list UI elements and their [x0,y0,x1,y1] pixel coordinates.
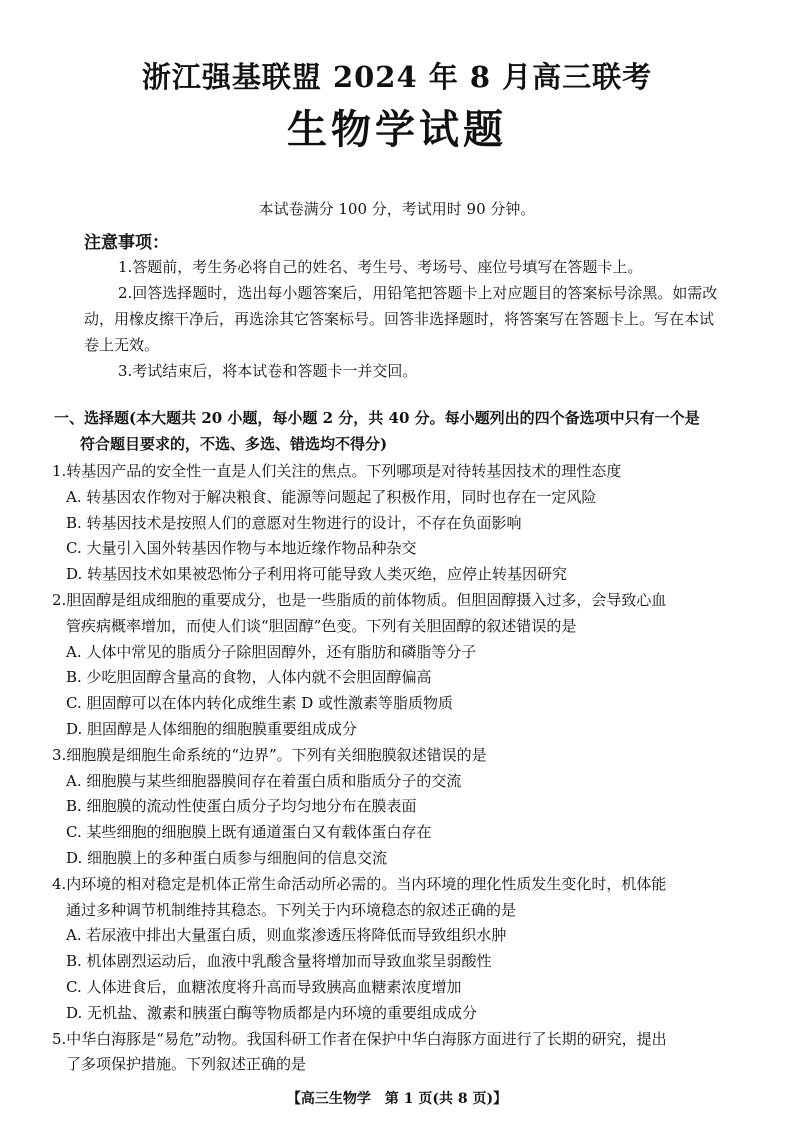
option-b: B. 少吃胆固醇含量高的食物，人体内就不会胆固醇偏高 [66,668,432,687]
exam-title: 浙江强基联盟 2024 年 8 月高三联考 [141,60,653,94]
option-a: A. 细胞膜与某些细胞器膜间存在着蛋白质和脂质分子的交流 [66,771,462,790]
notice-item-2: 2.回答选择题时，选出每小题答案后，用铅笔把答题卡上对应题目的答案标号涂黑。如需改动，用橡皮擦干净后，再选涂其它答案标号。回答非选择题时，将答案写在答题卡上。写在本试卷上无效。 [84,284,718,354]
option-d: D. 转基因技术如果被恐怖分子利用将可能导致人类灭绝，应停止转基因研究 [66,565,568,584]
question-2 [52,588,752,743]
question-stem: 4.内环境的相对稳定是机体正常生命活动所必需的。当内环境的理化性质发生变化时，机体能 [52,874,667,893]
score-info: 本试卷满分 100 分，考试用时 90 分钟。 [258,200,536,218]
option-d: D. 无机盐、激素和胰蛋白酶等物质都是内环境的重要组成成分 [66,1003,478,1022]
option-a: A. 若尿液中排出大量蛋白质，则血浆渗透压将降低而导致组织水肿 [66,926,507,945]
section-heading [54,405,754,457]
notice-item-1: 1.答题前，考生务必将自己的姓名、考生号、考场号、座位号填写在答题卡上。 [118,258,643,276]
option-d: D. 细胞膜上的多种蛋白质参与细胞间的信息交流 [66,848,388,867]
section-heading-line1: 一、选择题(本大题共 20 小题，每小题 2 分，共 40 分。每小题列出的四个备选项中只有一个是 [54,409,700,427]
option-c: C. 某些细胞的细胞膜上既有通道蛋白又有载体蛋白存在 [66,823,432,842]
question-stem: 1.转基因产品的安全性一直是人们关注的焦点。下列哪项是对待转基因技术的理性态度 [52,462,622,480]
notice-heading: 注意事项： [84,233,169,253]
option-b: B. 转基因技术是按照人们的意愿对生物进行的设计，不存在负面影响 [66,513,522,532]
question-1 [52,459,752,588]
question-3 [52,743,752,872]
option-a: A. 转基因农作物对于解决粮食、能源等问题起了积极作用，同时也存在一定风险 [66,487,597,506]
notice-item-3: 3.考试结束后，将本试卷和答题卡一并交回。 [118,362,418,380]
question-stem-continued: 了多项保护措施。下列叙述正确的是 [66,1055,307,1074]
option-c: C. 胆固醇可以在体内转化成维生素 D 或性激素等脂质物质 [66,694,454,713]
question-4 [52,872,752,1027]
question-stem: 2.胆固醇是组成细胞的重要成分，也是一些脂质的前体物质。但胆固醇摄入过多，会导致心血 [52,590,667,609]
option-a: A. 人体中常见的脂质分子除胆固醇外，还有脂肪和磷脂等分子 [66,642,477,661]
page-footer: 【高三生物学 第 1 页(共 8 页)】 [286,1091,508,1107]
option-c: C. 人体进食后，血糖浓度将升高而导致胰高血糖素浓度增加 [66,977,462,996]
question-stem: 3.细胞膜是细胞生命系统的“边界”。下列有关细胞膜叙述错误的是 [52,745,487,764]
question-stem-continued: 管疾病概率增加，而使人们谈“胆固醇”色变。下列有关胆固醇的叙述错误的是 [66,616,577,635]
question-list [52,459,752,1078]
question-stem-continued: 通过多种调节机制维持其稳态。下列关于内环境稳态的叙述正确的是 [66,900,517,919]
question-5 [52,1027,752,1079]
option-b: B. 机体剧烈运动后，血液中乳酸含量将增加而导致血浆呈弱酸性 [66,952,492,971]
section-heading-line2: 符合题目要求的，不选、多选、错选均不得分) [80,435,388,453]
option-b: B. 细胞膜的流动性使蛋白质分子均匀地分布在膜表面 [66,797,417,816]
option-c: C. 大量引入国外转基因作物与本地近缘作物品种杂交 [66,539,417,558]
question-stem: 5.中华白海豚是“易危”动物。我国科研工作者在保护中华白海豚方面进行了长期的研究，提出 [52,1029,667,1048]
option-d: D. 胆固醇是人体细胞的细胞膜重要组成成分 [66,719,358,738]
notice-list [84,254,724,384]
subject-title: 生物学试题 [287,106,507,153]
